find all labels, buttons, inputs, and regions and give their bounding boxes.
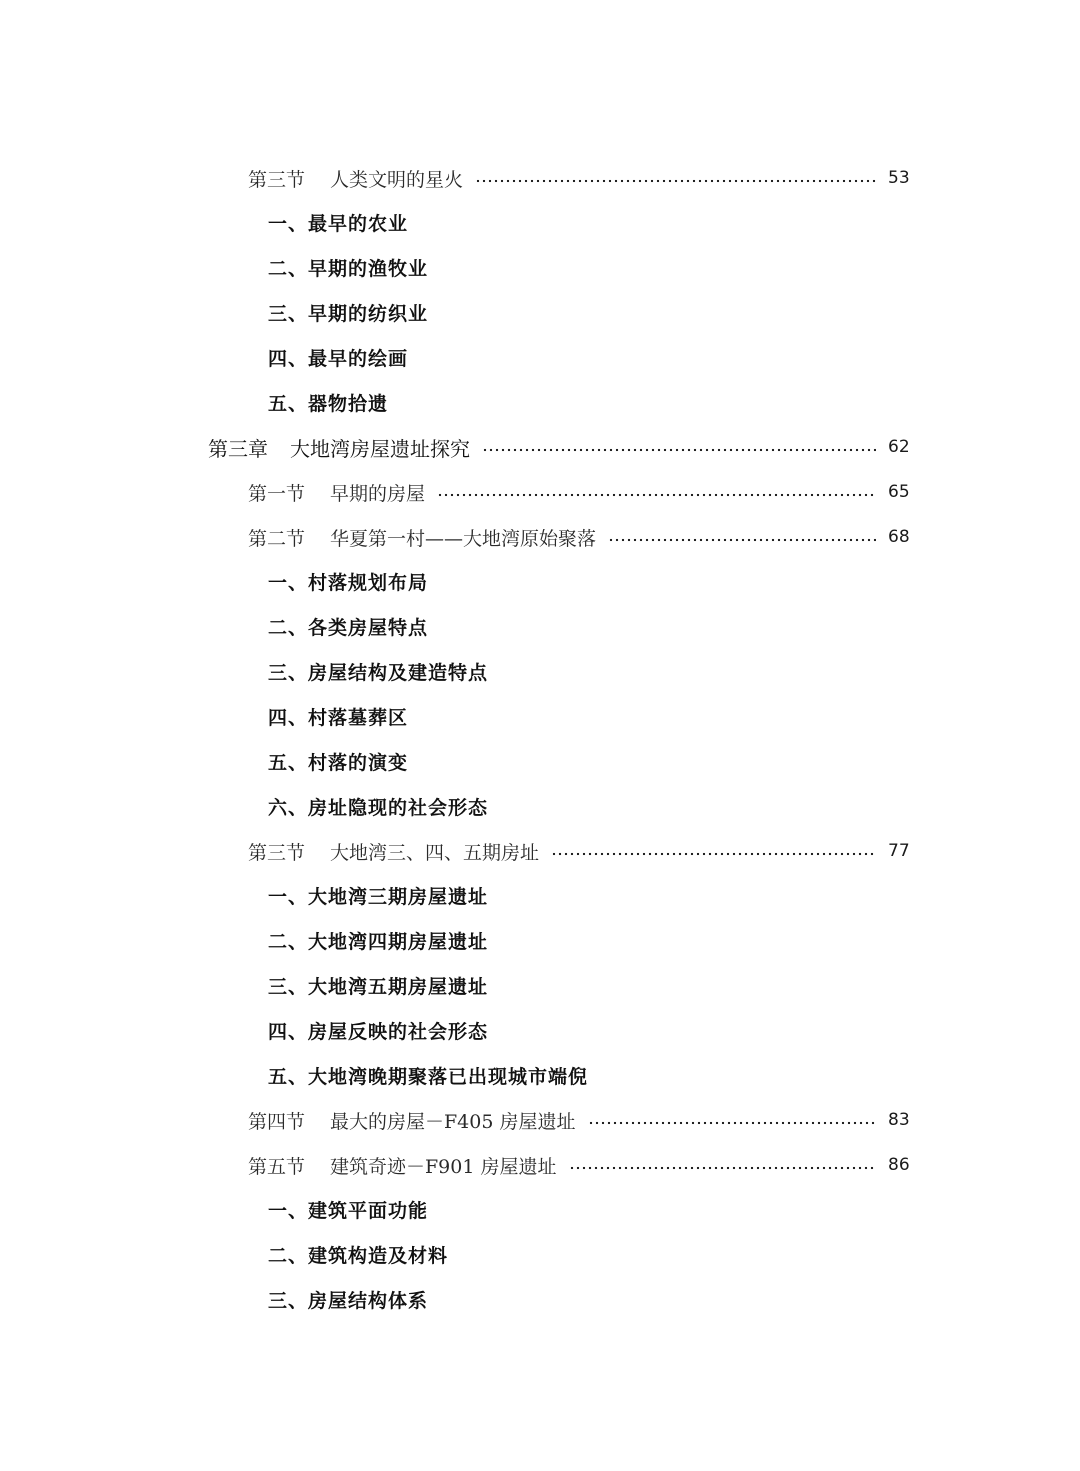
item-title: 六、房址隐现的社会形态 xyxy=(268,796,489,819)
dot-leader xyxy=(569,1166,877,1170)
item-title: 二、大地湾四期房屋遗址 xyxy=(268,930,489,953)
toc-item-entry[interactable] xyxy=(268,1015,488,1045)
page-number: 86 xyxy=(888,1155,910,1175)
toc-section-entry[interactable] xyxy=(248,163,908,193)
dot-leader xyxy=(551,852,876,856)
toc-item-entry[interactable] xyxy=(268,970,488,1000)
toc-section-entry[interactable] xyxy=(248,1150,908,1180)
section-number: 第二节 xyxy=(248,527,306,550)
item-title: 二、各类房屋特点 xyxy=(268,616,429,639)
toc-item-entry[interactable] xyxy=(268,880,488,910)
section-number: 第四节 xyxy=(248,1110,306,1133)
dot-leader xyxy=(475,179,876,183)
section-title: 人类文明的星火 xyxy=(330,168,464,191)
item-title: 四、最早的绘画 xyxy=(268,347,409,370)
page-number: 62 xyxy=(888,437,910,457)
page-number: 77 xyxy=(888,841,910,861)
item-title: 五、器物拾遗 xyxy=(268,392,389,415)
toc-item-entry[interactable] xyxy=(268,746,408,776)
item-title: 一、大地湾三期房屋遗址 xyxy=(268,885,489,908)
toc-item-entry[interactable] xyxy=(268,611,428,641)
toc-item-entry[interactable] xyxy=(268,1284,428,1314)
toc-section-entry[interactable] xyxy=(248,1105,908,1135)
toc-item-entry[interactable] xyxy=(268,925,488,955)
item-title: 三、早期的纺织业 xyxy=(268,302,429,325)
toc-item-entry[interactable] xyxy=(268,791,488,821)
toc-item-entry[interactable] xyxy=(268,701,408,731)
toc-chapter-entry[interactable] xyxy=(208,432,908,462)
item-title: 一、最早的农业 xyxy=(268,212,409,235)
chapter-number: 第三章 xyxy=(208,436,268,461)
section-title: 建筑奇迹－F901 房屋遗址 xyxy=(330,1155,557,1178)
chapter-title: 大地湾房屋遗址探究 xyxy=(290,436,470,461)
dot-leader xyxy=(588,1121,877,1125)
item-title: 三、房屋结构及建造特点 xyxy=(268,661,489,684)
toc-item-entry[interactable] xyxy=(268,1239,448,1269)
dot-leader xyxy=(608,538,876,542)
item-title: 一、村落规划布局 xyxy=(268,571,429,594)
toc-item-entry[interactable] xyxy=(268,656,488,686)
toc-item-entry[interactable] xyxy=(268,252,428,282)
toc-item-entry[interactable] xyxy=(268,297,428,327)
item-title: 三、房屋结构体系 xyxy=(268,1289,429,1312)
section-number: 第五节 xyxy=(248,1155,306,1178)
section-title: 大地湾三、四、五期房址 xyxy=(330,841,540,864)
toc-section-entry[interactable] xyxy=(248,522,908,552)
item-title: 五、大地湾晚期聚落已出现城市端倪 xyxy=(268,1065,589,1088)
page-number: 68 xyxy=(888,527,910,547)
section-number: 第三节 xyxy=(248,168,306,191)
section-number: 第一节 xyxy=(248,482,306,505)
section-number: 第三节 xyxy=(248,841,306,864)
section-title: 最大的房屋－F405 房屋遗址 xyxy=(330,1110,576,1133)
toc-section-entry[interactable] xyxy=(248,836,908,866)
page-number: 65 xyxy=(888,482,910,502)
section-title: 早期的房屋 xyxy=(330,482,426,505)
item-title: 五、村落的演变 xyxy=(268,751,409,774)
section-title: 华夏第一村——大地湾原始聚落 xyxy=(330,527,597,550)
dot-leader xyxy=(482,448,876,452)
item-title: 二、早期的渔牧业 xyxy=(268,257,429,280)
item-title: 一、建筑平面功能 xyxy=(268,1199,429,1222)
toc-item-entry[interactable] xyxy=(268,1060,588,1090)
item-title: 四、村落墓葬区 xyxy=(268,706,409,729)
toc-item-entry[interactable] xyxy=(268,342,408,372)
toc-item-entry[interactable] xyxy=(268,566,428,596)
toc-item-entry[interactable] xyxy=(268,387,388,417)
item-title: 四、房屋反映的社会形态 xyxy=(268,1020,489,1043)
item-title: 二、建筑构造及材料 xyxy=(268,1244,449,1267)
toc-item-entry[interactable] xyxy=(268,207,408,237)
toc-item-entry[interactable] xyxy=(268,1194,428,1224)
item-title: 三、大地湾五期房屋遗址 xyxy=(268,975,489,998)
page-number: 83 xyxy=(888,1110,910,1130)
toc-section-entry[interactable] xyxy=(248,477,908,507)
page-number: 53 xyxy=(888,168,910,188)
dot-leader xyxy=(437,493,876,497)
